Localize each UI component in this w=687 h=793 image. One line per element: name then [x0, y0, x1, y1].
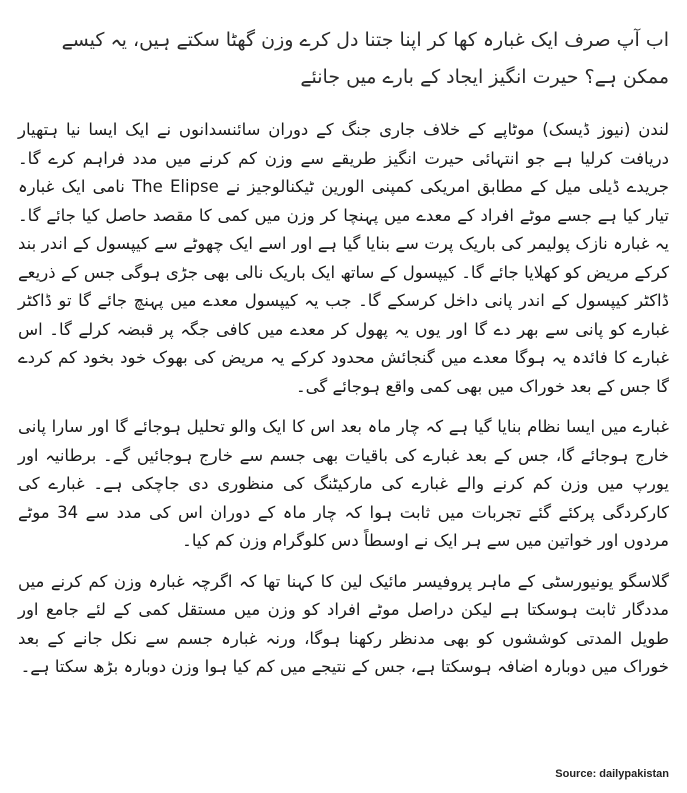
article-paragraph-1: لندن (نیوز ڈیسک) موٹاپے کے خلاف جاری جنگ کے دوران سائنسدانوں نے ایک ایسا نیا ہتھیار دریافت کرلیا ہے جو انتہائی حیرت انگیز طریقے سے وزن کم کرنے میں مدد فراہم کرے گا۔ جریدے ڈیلی میل کے مطابق امریکی کمپنی الورین ٹیکنالوجیز نے The Elipse نامی ایک غبارہ تیار کیا ہے جسے موٹے افراد کے معدے میں پہنچا کر وزن میں کمی کا مقصد حاصل کیا جائے گا۔ یہ غبارہ نازک پولیمر کی باریک پرت سے بنایا گیا ہے اور اسے ایک چھوٹے سے کیپسول کے اندر بند کرکے مریض کو کھلایا جائے گا۔ کیپسول کے ساتھ ایک باریک نالی بھی جڑی ہوگی جس کے ذریعے ڈاکٹر کیپسول کے اندر پانی داخل کرسکے گا۔ جب یہ کیپسول معدے میں پہنچ جائے گا تو ڈاکٹر غبارے کو پانی سے بھر دے گا اور یوں یہ پھول کر معدے میں کافی جگہ پر قبضہ کرلے گا۔ اس غبارے کا فائدہ یہ ہوگا معدے میں گنجائش محدود کرکے یہ مریض کی بھوک خود بخود کم کردے گا جس کے بعد خوراک میں بھی کمی واقع ہوجائے گی۔	[18, 120, 669, 396]
article-paragraph-3: گلاسگو یونیورسٹی کے ماہر پروفیسر مائیک لین کا کہنا تھا کہ اگرچہ غبارہ وزن کم کرنے میں مددگار ثابت ہوسکتا ہے لیکن دراصل موٹے افراد کو وزن میں مستقل کمی کے لئے جامع اور طویل المدتی کوششوں کو بھی مدنظر رکھنا ہوگا، ورنہ غبارہ جسم سے نکل جانے کے بعد خوراک میں دوبارہ اضافہ ہوسکتا ہے، جس کے نتیجے میں کم کیا ہوا وزن دوبارہ بڑھ سکتا ہے۔	[18, 571, 669, 676]
article-paragraph-2: غبارے میں ایسا نظام بنایا گیا ہے کہ چار ماہ بعد اس کا ایک والو تحلیل ہوجائے گا اور سارا پانی خارج ہوجائے گا، جس کے بعد غبارے کی باقیات بھی جسم سے خارج ہوجائیں گے۔ برطانیہ اور یورپ میں وزن کم کرنے والے غبارے کی مارکیٹنگ کی منظوری دی جاچکی ہے۔ غبارے کی کارکردگی پرکئے گئے تجربات میں ثابت ہوا کہ چار ماہ کے دوران اس کی مدد سے 34 موٹے مردوں اور خواتین میں سے ہر ایک نے اوسطاً دس کلوگرام وزن کم کیا۔	[18, 417, 669, 550]
source-credit: Source: dailypakistan	[555, 768, 669, 780]
news-article	[18, 22, 669, 694]
article-headline: اب آپ صرف ایک غبارہ کھا کر اپنا جتنا دل کرے وزن گھٹا سکتے ہیں، یہ کیسے ممکن ہے؟ حیرت انگیز ایجاد کے بارے میں جانئے	[61, 29, 669, 88]
